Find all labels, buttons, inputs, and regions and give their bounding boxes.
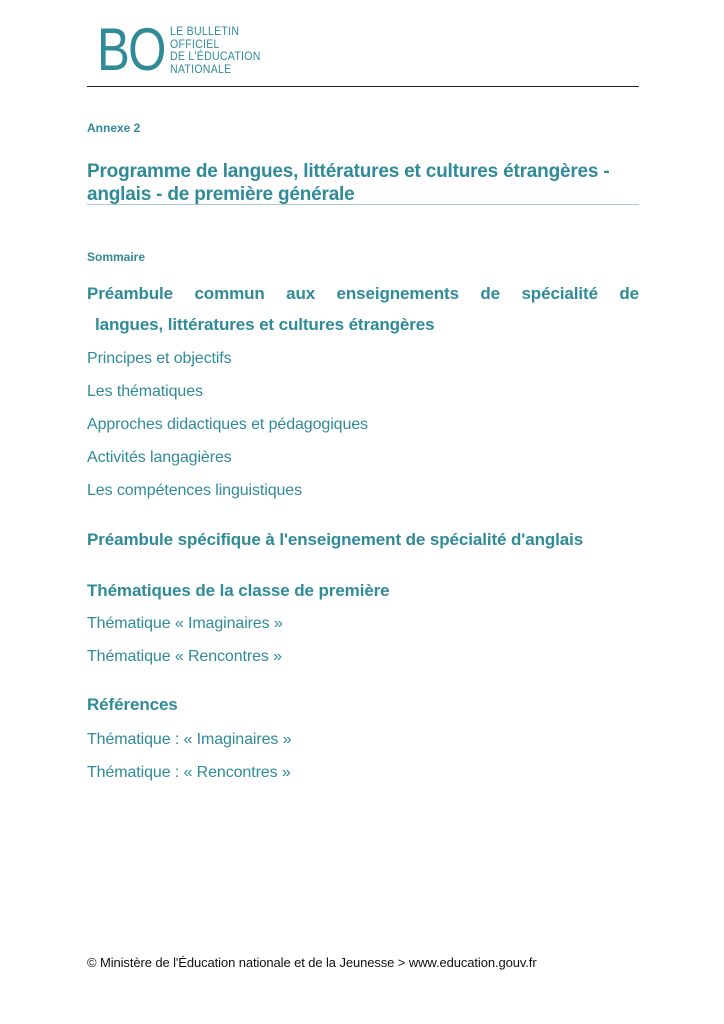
logo-line-1: LE BULLETIN bbox=[169, 24, 239, 38]
toc-item-ref-rencontres[interactable]: Thématique : « Rencontres » bbox=[87, 764, 291, 781]
toc-item-thematiques[interactable]: Les thématiques bbox=[87, 383, 203, 400]
toc-preambule-specifique[interactable]: Préambule spécifique à l'enseignement de spécialité d'anglais bbox=[87, 530, 584, 549]
bo-logo bbox=[97, 16, 273, 83]
logo-line-2: OFFICIEL bbox=[169, 36, 220, 51]
annexe-label: Annexe 2 bbox=[87, 121, 141, 135]
logo-line-3: DE L'ÉDUCATION bbox=[169, 49, 261, 63]
document-title: Programme de langues, littératures et cultures étrangères - anglais - de première générale bbox=[87, 161, 610, 205]
toc-thematiques-heading[interactable]: Thématiques de la classe de première bbox=[87, 581, 390, 600]
toc-item-imaginaires[interactable]: Thématique « Imaginaires » bbox=[87, 615, 283, 632]
toc-item-activites[interactable]: Activités langagières bbox=[87, 449, 232, 466]
toc-item-principes[interactable]: Principes et objectifs bbox=[87, 350, 232, 367]
toc-preambule-commun-line2[interactable]: langues, littératures et cultures étrangères bbox=[95, 315, 435, 334]
logo-wordmark bbox=[170, 25, 261, 75]
header-divider bbox=[87, 86, 639, 87]
footer-copyright: © Ministère de l'Éducation nationale et de la Jeunesse > www.education.gouv.fr bbox=[87, 955, 537, 970]
title-divider bbox=[87, 204, 639, 205]
toc-item-rencontres[interactable]: Thématique « Rencontres » bbox=[87, 648, 282, 665]
logo-line-4: NATIONALE bbox=[169, 61, 232, 76]
toc-item-competences[interactable]: Les compétences linguistiques bbox=[87, 482, 303, 499]
toc-item-approches[interactable]: Approches didactiques et pédagogiques bbox=[87, 416, 368, 433]
toc-item-ref-imaginaires[interactable]: Thématique : « Imaginaires » bbox=[87, 731, 292, 748]
toc-preambule-commun-line1[interactable]: Préambule commun aux enseignements de spécialité de bbox=[87, 284, 639, 303]
logo-mark: BO bbox=[97, 16, 165, 83]
toc-references-heading[interactable]: Références bbox=[87, 695, 178, 714]
sommaire-label: Sommaire bbox=[87, 250, 146, 264]
